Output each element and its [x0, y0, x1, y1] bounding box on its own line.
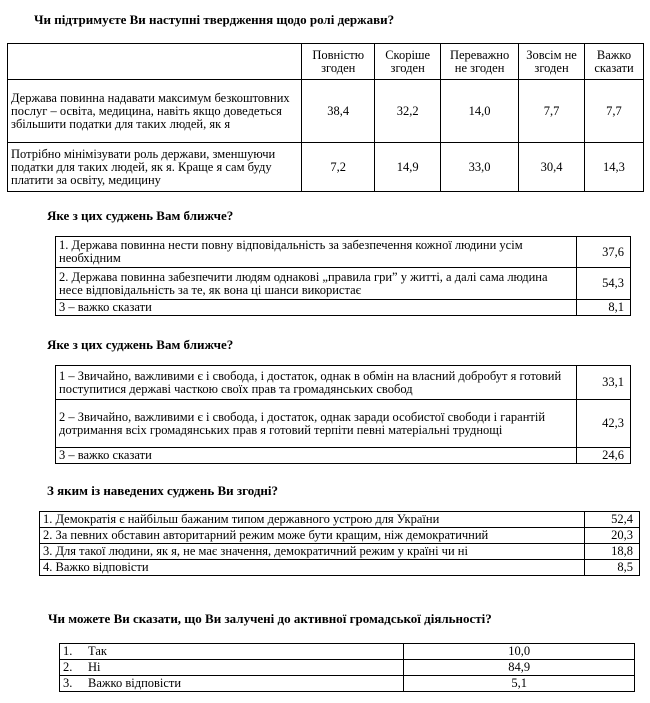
row-label: Потрібно мінімізувати роль держави, зменшуючи податки для таких людей, як я. Краще я сам буду платити за освіту, медицину	[8, 143, 302, 192]
cell-value: 14,0	[441, 80, 519, 143]
responsibility-table	[55, 236, 631, 316]
column-header: Переважно не згоден	[441, 44, 519, 80]
table-row	[56, 300, 631, 316]
section3-heading: Яке з цих суджень Вам ближче?	[47, 337, 234, 352]
table-row	[56, 448, 631, 464]
section1-heading: Чи підтримуєте Ви наступні твердження щодо ролі держави?	[34, 12, 395, 27]
row-label: 3. Для такої людини, як я, не має значення, демократичний режим у країні чи ні	[40, 544, 585, 560]
cell-value: 7,2	[302, 143, 375, 192]
cell-value: 7,7	[519, 80, 585, 143]
section4-heading: З яким із наведених суджень Ви згодні?	[47, 483, 279, 498]
table-row	[40, 560, 640, 576]
cell-value: 33,0	[441, 143, 519, 192]
cell-value: 8,1	[577, 300, 631, 316]
row-label	[60, 660, 404, 676]
header-empty	[8, 44, 302, 80]
table-header-row	[8, 44, 644, 80]
table-row	[8, 80, 644, 143]
cell-value: 20,3	[585, 528, 640, 544]
row-label: 1. Демократія є найбільш бажаним типом державного устрою для України	[40, 512, 585, 528]
freedom-table	[55, 365, 631, 464]
cell-value: 24,6	[577, 448, 631, 464]
civic-activity-table	[59, 643, 635, 692]
cell-value: 18,8	[585, 544, 640, 560]
column-header: Скоріше згоден	[375, 44, 441, 80]
row-label	[60, 644, 404, 660]
cell-value: 33,1	[577, 366, 631, 400]
cell-value: 30,4	[519, 143, 585, 192]
cell-value: 10,0	[404, 644, 635, 660]
row-label: 1. Держава повинна нести повну відповідальність за забезпечення кожної людини усім необхідним	[56, 237, 577, 268]
cell-value: 52,4	[585, 512, 640, 528]
row-label	[60, 676, 404, 692]
row-label: 2 – Звичайно, важливими є і свобода, і достаток, однак заради особистої свободи і гарантій дотримання всіх громадянських прав я готовий терпіти певні матеріальні труднощі	[56, 400, 577, 448]
table-row	[40, 528, 640, 544]
row-text: Важко відповісти	[88, 676, 182, 690]
row-number: 2.	[63, 660, 73, 674]
cell-value: 37,6	[577, 237, 631, 268]
row-text: Ні	[88, 660, 101, 674]
column-header: Важко сказати	[584, 44, 643, 80]
table-row	[40, 512, 640, 528]
table-row	[40, 544, 640, 560]
row-label: Держава повинна надавати максимум безкоштовних послуг – освіта, медицина, навіть якщо доведеться збільшити податки для таких людей, як я	[8, 80, 302, 143]
cell-value: 84,9	[404, 660, 635, 676]
cell-value: 54,3	[577, 268, 631, 300]
table-row	[56, 366, 631, 400]
democracy-table	[39, 511, 640, 576]
section2-heading: Яке з цих суджень Вам ближче?	[47, 208, 234, 223]
table-row	[56, 237, 631, 268]
state-role-table	[7, 43, 644, 192]
row-label: 3 – важко сказати	[56, 300, 577, 316]
table-row	[8, 143, 644, 192]
table-row	[60, 660, 635, 676]
table-row	[56, 268, 631, 300]
table-row	[60, 676, 635, 692]
row-number: 1.	[63, 644, 73, 658]
table-row	[56, 400, 631, 448]
cell-value: 38,4	[302, 80, 375, 143]
row-label: 1 – Звичайно, важливими є і свобода, і достаток, однак в обмін на власний добробут я готовий поступитися державі часткою своїх прав та громадянських свобод	[56, 366, 577, 400]
section5-heading: Чи можете Ви сказати, що Ви залучені до активної громадської діяльності?	[48, 611, 492, 626]
column-header: Зовсім не згоден	[519, 44, 585, 80]
cell-value: 42,3	[577, 400, 631, 448]
cell-value: 14,9	[375, 143, 441, 192]
cell-value: 8,5	[585, 560, 640, 576]
row-text: Так	[88, 644, 107, 658]
column-header: Повністю згоден	[302, 44, 375, 80]
row-number: 3.	[63, 676, 73, 690]
row-label: 2. За певних обставин авторитарний режим може бути кращим, ніж демократичний	[40, 528, 585, 544]
cell-value: 14,3	[584, 143, 643, 192]
row-label: 2. Держава повинна забезпечити людям однакові „правила гри” у житті, а далі сама людина несе відповідальність за те, як вона ці шанси використає	[56, 268, 577, 300]
table-row	[60, 644, 635, 660]
row-label: 4. Важко відповісти	[40, 560, 585, 576]
cell-value: 5,1	[404, 676, 635, 692]
row-label: 3 – важко сказати	[56, 448, 577, 464]
cell-value: 7,7	[584, 80, 643, 143]
cell-value: 32,2	[375, 80, 441, 143]
